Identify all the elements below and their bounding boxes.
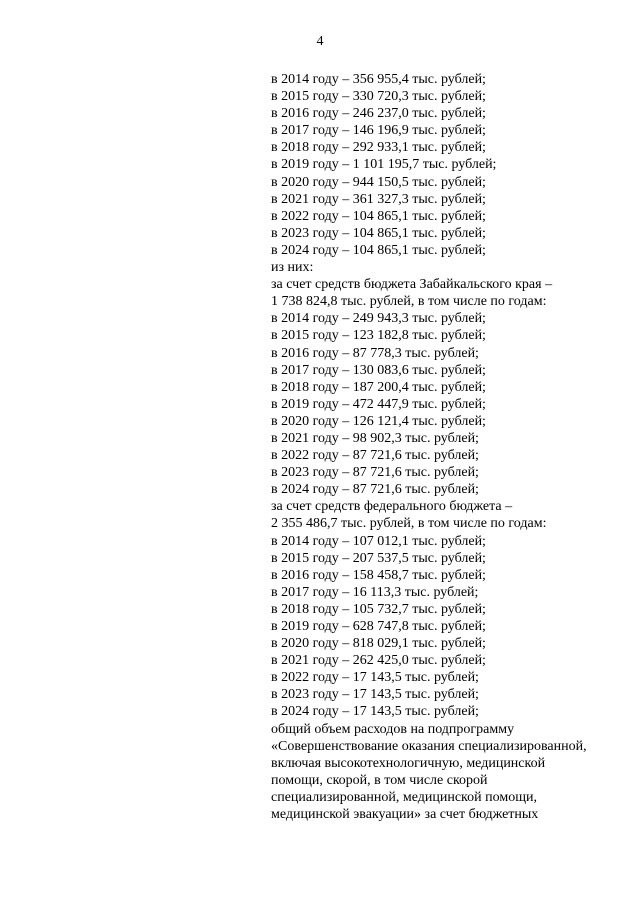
text-line: в 2017 году – 130 083,6 тыс. рублей; [271,362,486,378]
text-line: в 2014 году – 107 012,1 тыс. рублей; [271,533,486,549]
text-line: в 2020 году – 126 121,4 тыс. рублей; [271,413,486,429]
text-line: в 2015 году – 123 182,8 тыс. рублей; [271,328,486,344]
text-line: специализированной, медицинской помощи, [271,789,537,805]
text-line: в 2018 году – 292 933,1 тыс. рублей; [271,140,486,156]
text-line: за счет средств бюджета Забайкальского края – [271,277,553,293]
text-line: в 2018 году – 187 200,4 тыс. рублей; [271,379,486,395]
text-line: в 2019 году – 628 747,8 тыс. рублей; [271,619,486,634]
text-line: в 2020 году – 944 150,5 тыс. рублей; [271,174,486,190]
text-line: в 2024 году – 104 865,1 тыс. рублей; [271,242,486,258]
text-line: в 2017 году – 146 196,9 тыс. рублей; [271,123,486,139]
text-line: из них: [271,260,314,276]
text-line: в 2019 году – 472 447,9 тыс. рублей; [271,396,486,412]
text-line: в 2016 году – 87 778,3 тыс. рублей; [271,345,479,361]
text-line: в 2023 году – 17 143,5 тыс. рублей; [271,687,479,703]
text-line: в 2021 году – 98 902,3 тыс. рублей; [271,430,479,446]
text-line: в 2020 году – 818 029,1 тыс. рублей; [271,636,486,652]
text-line: медицинской эвакуации» за счет бюджетных [271,807,539,823]
text-line: в 2016 году – 158 458,7 тыс. рублей; [271,567,486,583]
text-line: в 2017 году – 16 113,3 тыс. рублей; [271,584,479,600]
text-line: 1 738 824,8 тыс. рублей, в том числе по годам: [271,294,547,310]
text-line: «Совершенствование оказания специализированной, [271,738,587,754]
text-line: в 2016 году – 246 237,0 тыс. рублей; [271,106,486,122]
text-line: в 2019 году – 1 101 195,7 тыс. рублей; [271,157,497,173]
text-line: 2 355 486,7 тыс. рублей, в том числе по годам: [271,516,547,532]
document-body [271,71,621,823]
text-line: за счет средств федерального бюджета – [271,499,513,515]
text-line: в 2021 году – 361 327,3 тыс. рублей; [271,191,486,207]
text-line: в 2023 году – 104 865,1 тыс. рублей; [271,225,486,241]
text-line: в 2021 году – 262 425,0 тыс. рублей; [271,653,486,669]
text-line: в 2022 году – 104 865,1 тыс. рублей; [271,208,486,224]
text-line: в 2024 году – 87 721,6 тыс. рублей; [271,482,479,498]
text-line: в 2023 году – 87 721,6 тыс. рублей; [271,465,479,481]
page-number: 4 [316,34,324,49]
text-line: в 2014 году – 356 955,4 тыс. рублей; [271,72,486,87]
text-line: в 2022 году – 87 721,6 тыс. рублей; [271,448,479,464]
text-line: общий объем расходов на подпрограмму [271,721,515,737]
text-line: помощи, скорой, в том числе скорой [271,772,488,788]
text-line: в 2015 году – 330 720,3 тыс. рублей; [271,89,486,105]
text-line: в 2018 году – 105 732,7 тыс. рублей; [271,601,486,617]
text-line: в 2022 году – 17 143,5 тыс. рублей; [271,670,479,686]
text-line: в 2014 году – 249 943,3 тыс. рублей; [271,311,486,327]
text-line: в 2024 году – 17 143,5 тыс. рублей; [271,704,479,720]
text-line: включая высокотехнологичную, медицинской [271,755,546,771]
text-line: в 2015 году – 207 537,5 тыс. рублей; [271,550,486,566]
